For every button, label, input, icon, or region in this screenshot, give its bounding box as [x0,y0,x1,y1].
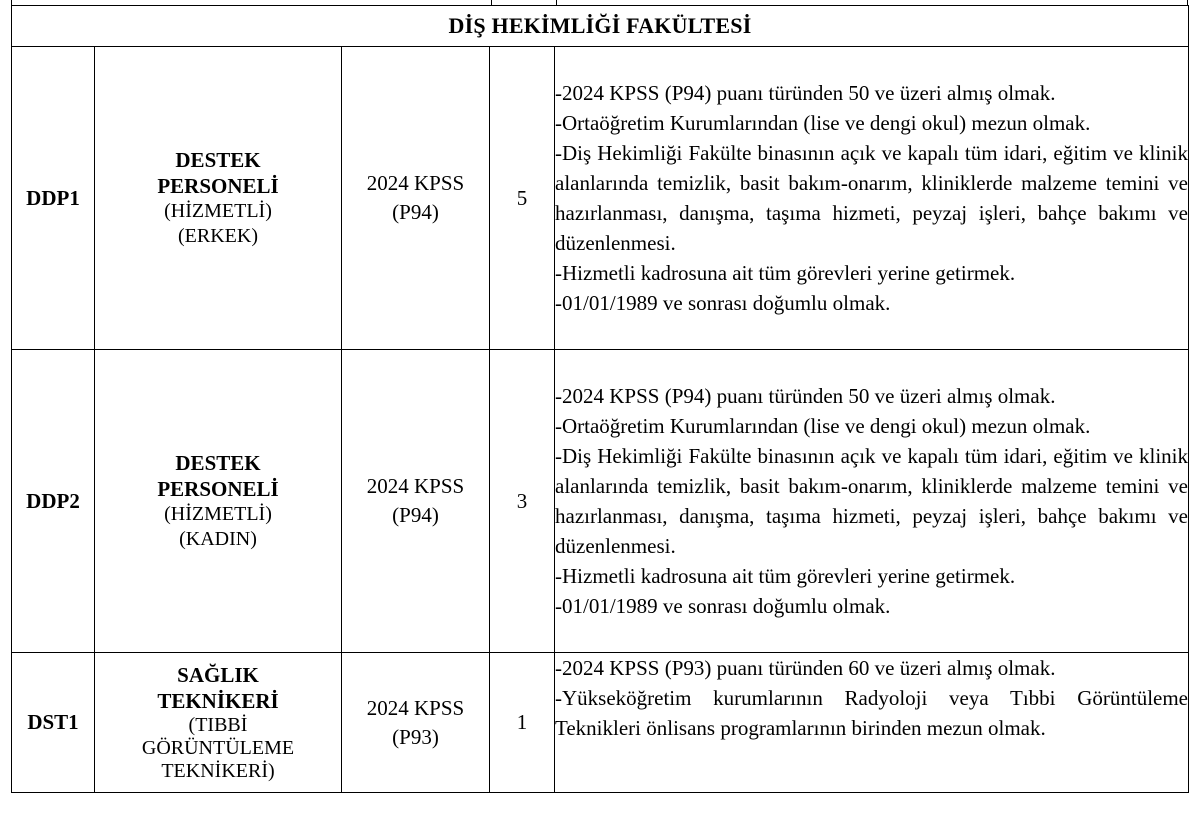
title-bold-line: DESTEK [175,148,261,172]
title-line: TEKNİKERİ) [161,760,275,782]
title-bold-line: DESTEK [175,451,261,475]
requirement-item: -01/01/1989 ve sonrası doğumlu olmak. [555,594,891,618]
requirement-item: -2024 KPSS (P94) puanı türünden 50 ve üzeri almış olmak. [555,384,1056,408]
requirement-item: -01/01/1989 ve sonrası doğumlu olmak. [555,291,891,315]
exam-line: (P94) [392,200,439,224]
faculty-title: DİŞ HEKİMLİĞİ FAKÜLTESİ [12,6,1189,47]
exam-type [342,350,490,653]
title-line: (ERKEK) [178,225,258,247]
requirements-cell [555,653,1189,793]
positions-table [11,5,1189,793]
title-line: (KADIN) [179,528,257,550]
requirement-item: -Diş Hekimliği Fakülte binasının açık ve kapalı tüm idari, eğitim ve klinik alanlarında temizlik, basit bakım-onarım, kliniklerde malzeme temini ve hazırlanması, danışma, taşıma hizmeti, peyzaj işleri, bahçe bakımı ve düzenlenmesi. [555,141,1189,255]
title-bold-line: TEKNİKERİ [157,689,279,713]
requirement-item: -Hizmetli kadrosuna ait tüm görevleri yerine getirmek. [555,564,1016,588]
requirements-cell [555,47,1189,350]
position-code: DDP1 [12,47,95,350]
title-line: (TIBBİ [188,714,248,736]
exam-line: (P93) [392,724,439,749]
position-title [95,653,342,793]
position-code: DST1 [12,653,95,793]
table-row [12,47,1189,350]
exam-type [342,653,490,793]
requirements-cell [555,350,1189,653]
requirement-item: -Yükseköğretim kurumlarının Radyoloji veya Tıbbi Görüntüleme Teknikleri önlisans programlarının birinden mezun olmak. [555,686,1189,740]
requirement-item: -Hizmetli kadrosuna ait tüm görevleri yerine getirmek. [555,261,1016,285]
position-code: DDP2 [12,350,95,653]
position-count: 1 [490,653,555,793]
position-count: 5 [490,47,555,350]
position-title [95,350,342,653]
requirement-item: -Diş Hekimliği Fakülte binasının açık ve kapalı tüm idari, eğitim ve klinik alanlarında temizlik, basit bakım-onarım, kliniklerde malzeme temini ve hazırlanması, danışma, taşıma hizmeti, peyzaj işleri, bahçe bakımı ve düzenlenmesi. [555,444,1189,558]
requirement-item: -2024 KPSS (P94) puanı türünden 50 ve üzeri almış olmak. [555,81,1056,105]
table-row [12,653,1189,793]
title-line: GÖRÜNTÜLEME [141,737,295,759]
requirement-item: -2024 KPSS (P93) puanı türünden 60 ve üzeri almış olmak. [555,656,1056,680]
title-bold-line: PERSONELİ [157,477,279,501]
faculty-header-row [12,6,1189,47]
title-line: (HİZMETLİ) [164,503,272,525]
position-title [95,47,342,350]
exam-type [342,47,490,350]
requirement-item: -Ortaöğretim Kurumlarından (lise ve dengi okul) mezun olmak. [555,414,1091,438]
position-count: 3 [490,350,555,653]
title-line: (HİZMETLİ) [164,200,272,222]
exam-line: 2024 KPSS [366,474,465,498]
title-bold-line: PERSONELİ [157,174,279,198]
title-bold-line: SAĞLIK [177,663,259,687]
requirement-item: -Ortaöğretim Kurumlarından (lise ve dengi okul) mezun olmak. [555,111,1091,135]
table-row [12,350,1189,653]
exam-line: 2024 KPSS [366,695,465,720]
exam-line: 2024 KPSS [366,171,465,195]
exam-line: (P94) [392,503,439,527]
